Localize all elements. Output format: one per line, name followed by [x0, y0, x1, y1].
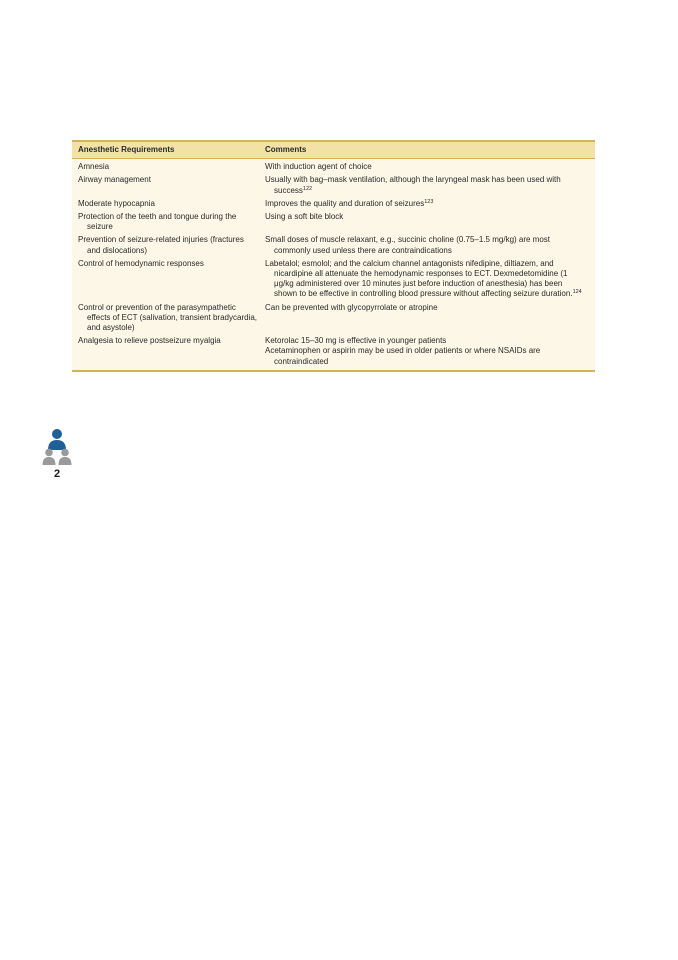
requirement-text: Amnesia [78, 162, 110, 172]
requirement-text: Control or prevention of the parasympathetic effects of ECT (salivation, transient bradycardia, and asystole) [78, 302, 258, 333]
requirement-text: Moderate hypocapnia [78, 198, 155, 208]
header-requirements: Anesthetic Requirements [78, 145, 175, 154]
table-row [72, 211, 595, 234]
citation-superscript: 122 [302, 185, 313, 192]
comment-text: Usually with bag–mask ventilation, although the laryngeal mask has been used with success [265, 175, 561, 195]
comment-line [265, 175, 583, 195]
requirement-text: Protection of the teeth and tongue during the seizure [78, 212, 237, 232]
comment-text: Can be prevented with glycopyrrolate or atropine [265, 302, 438, 312]
table-row [72, 257, 595, 301]
requirement-cell [72, 162, 265, 172]
comment-cell [265, 212, 595, 232]
requirement-cell [72, 175, 265, 195]
citation-superscript: 124 [572, 289, 582, 296]
comment-line [265, 259, 583, 300]
comment-cell [265, 259, 595, 300]
requirement-cell [72, 199, 265, 209]
comment-cell [265, 162, 595, 172]
table-row [72, 335, 595, 370]
table-row [72, 197, 595, 210]
requirement-text: Prevention of seizure-related injuries (fractures and dislocations) [78, 235, 244, 255]
comment-text: Small doses of muscle relaxant, e.g., succinic choline (0.75–1.5 mg/kg) are most commonly used unless there are contraindications [265, 235, 551, 255]
table-row [72, 159, 595, 174]
requirement-cell [72, 336, 265, 367]
comment-line [265, 212, 583, 222]
comment-cell [265, 303, 595, 334]
requirement-cell [72, 259, 265, 300]
comment-text: Using a soft bite block [265, 212, 344, 222]
requirement-cell [72, 303, 265, 334]
comment-cell [265, 336, 595, 367]
comment-text: Improves the quality and duration of seizures [265, 198, 425, 208]
comment-text: Labetalol; esmolol; and the calcium channel antagonists nifedipine, diltiazem, and nicardipine all attenuate the hemodynamic responses to ECT. Dexmedetomidine (1 μg/kg administered over 10 minutes just before induction of anesthesia) has been shown to be effective in controlling blood pressure without affecting seizure duration. [265, 258, 573, 299]
comment-line [265, 336, 583, 346]
comment-line [265, 235, 583, 255]
requirement-text: Analgesia to relieve postseizure myalgia [78, 336, 221, 346]
ect-anesthesia-table [72, 140, 595, 372]
citation-superscript: 123 [424, 198, 434, 205]
comment-cell [265, 199, 595, 209]
requirement-text: Airway management [78, 175, 151, 185]
table-row [72, 234, 595, 257]
comment-text: Ketorolac 15–30 mg is effective in younger patients [265, 336, 447, 346]
requirement-cell [72, 235, 265, 255]
comment-line [265, 346, 583, 366]
table-body [72, 159, 595, 370]
comment-cell [265, 235, 595, 255]
comment-line [265, 303, 583, 313]
header-comments: Comments [265, 145, 307, 154]
comment-line [265, 199, 583, 209]
comment-text: Acetaminophen or aspirin may be used in older patients or where NSAIDs are contraindicated [265, 346, 541, 366]
comment-line [265, 162, 583, 172]
people-count-badge [40, 428, 74, 486]
requirement-cell [72, 212, 265, 232]
comment-text: With induction agent of choice [265, 162, 372, 172]
table-row [72, 301, 595, 335]
table-header [72, 142, 595, 159]
requirement-text: Control of hemodynamic responses [78, 258, 204, 268]
people-count: 2 [53, 468, 61, 480]
comment-cell [265, 175, 595, 195]
table-row [72, 174, 595, 197]
people-group-icon [40, 428, 74, 468]
